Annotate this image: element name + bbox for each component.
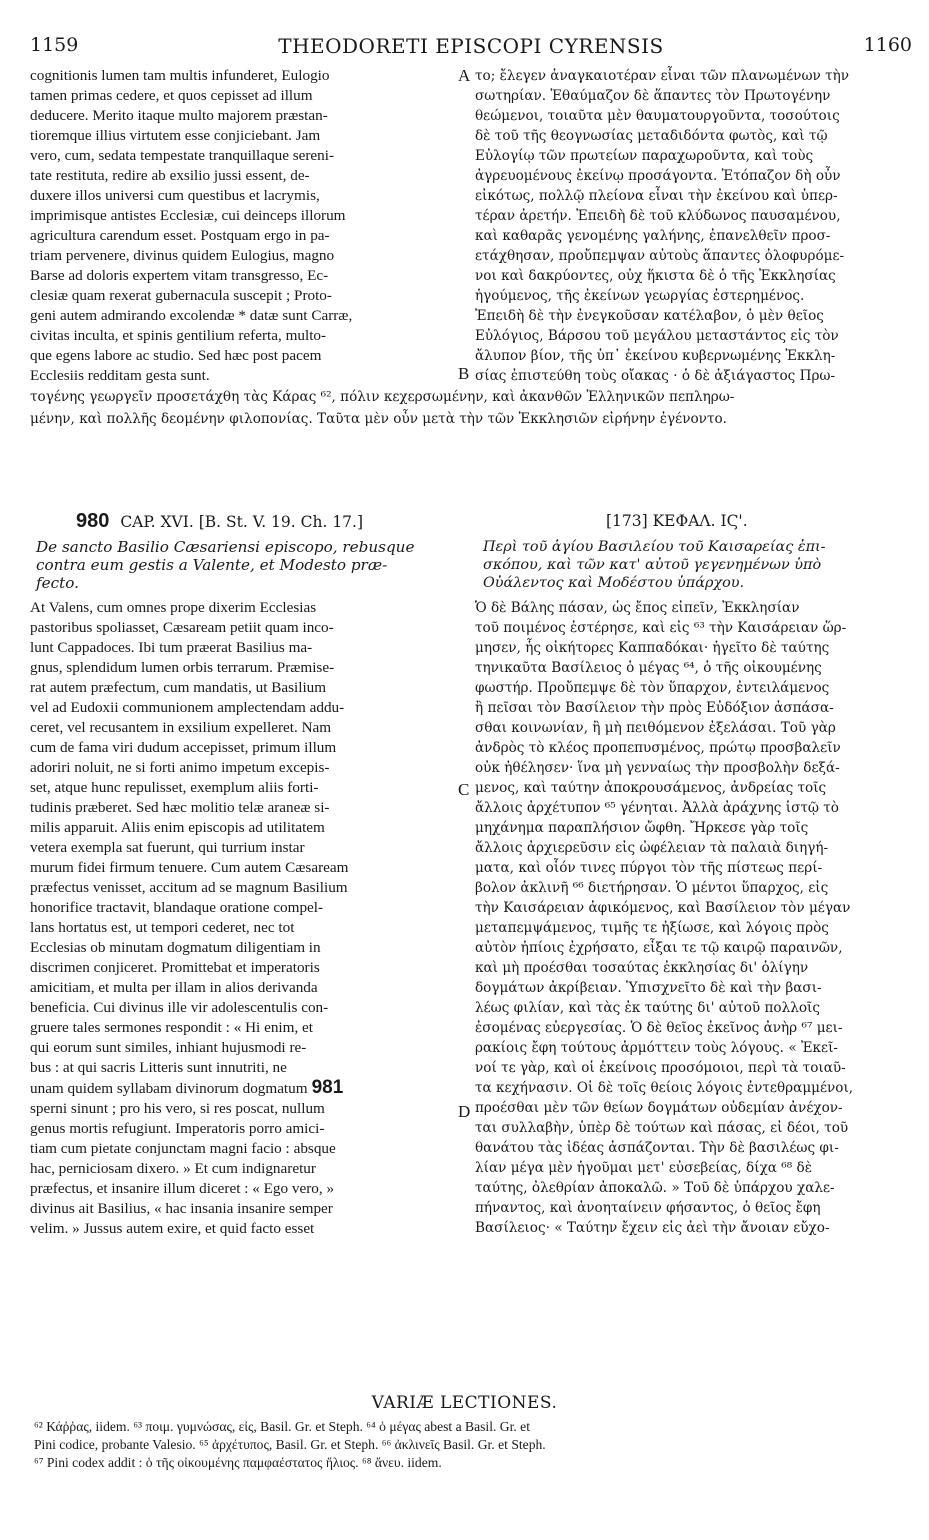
text-line: murum fidei firmum tenuere. Cum autem Cæsaream	[30, 859, 349, 876]
text-line: bus : at qui sacris Litteris sunt innutriti, ne	[30, 1059, 287, 1076]
column-number: 980	[76, 510, 110, 532]
chapter-title-line: fecto.	[36, 574, 79, 592]
variae-lectiones-heading: VARIÆ LECTIONES.	[371, 1393, 558, 1413]
text-line: Ecclesiis redditam gesta sunt.	[30, 367, 210, 384]
text-line: ταύτης, ὀλεθρίαν ἀποκαλῶ. » Τοῦ δὲ ὑπάρχου χαλε-	[475, 1180, 835, 1196]
section-marker-a: A	[458, 66, 471, 85]
text-line: set, atque hunc repulisset, exemplum aliis forti-	[30, 779, 319, 796]
text-line: τέραν ἀρετήν. Ἐπειδὴ δὲ τοῦ κλύδωνος παυσαμένου,	[475, 208, 841, 224]
chapter-title-line: Οὐάλεντος καὶ Μοδέστου ὑπάρχου.	[483, 575, 745, 591]
text-line: imprimisque antistes Ecclesiæ, cui deinceps illorum	[30, 207, 346, 224]
main-greek-column	[475, 598, 912, 1238]
text-line: pastoribus spoliasset, Cæsaream petiit quam inco-	[30, 619, 334, 636]
text-line: qui eorum sunt similes, inhiant hujusmodi re-	[30, 1039, 307, 1056]
text-line: ται συλλαβὴν, ὑπὲρ δὲ τούτων καὶ πάσας, εἰ δέοι, τοῦ	[475, 1120, 849, 1136]
text-line: προέσθαι μὲν τῶν θείων δογμάτων οὐδεμίαν ἀνέχον-	[475, 1100, 843, 1116]
greek-full-width-lines	[30, 386, 912, 430]
text-line: τα κεχήνασιν. Οἱ δὲ τοῖς θείοις λόγοις ἐντεθραμμένοι,	[475, 1080, 854, 1096]
text-line: vetera exempla sat fuerunt, qui turrium instar	[30, 839, 305, 856]
text-line: ματα, καὶ οἷόν τινες πύργοι τὸν τῆς πίστεως περί-	[475, 860, 823, 876]
text-line: Εὐλογίῳ τῶν πρωτείων παραχωροῦντα, καὶ τοὺς	[475, 148, 814, 164]
text-line: ἄλλοις ἀρχέτυπον ⁶⁵ γένηται. Ἀλλὰ ἀράχνης ἱστῷ τὸ	[475, 800, 839, 816]
text-line: duxere illos universi cum questibus et lacrymis,	[30, 187, 320, 204]
text-line: tudinis præberet. Sed hæc molitio telæ araneæ si-	[30, 799, 330, 816]
text-line: θανάτου τὰς ἰδέας ἀσπάζονται. Τὴν δὲ βασιλέως φι-	[475, 1140, 839, 1156]
variant-note: Pini codice, probante Valesio. ⁶⁵ ἀρχέτυπος, Basil. Gr. et Steph. ⁶⁶ ἀκλινεῖς Basil. Gr. et Steph.	[34, 1437, 546, 1452]
text-line: sperni sinunt ; pro his vero, si res poscat, nullum	[30, 1100, 325, 1117]
chapter-title-line: Περὶ τοῦ ἁγίου Βασιλείου τοῦ Καισαρείας ἐπι-	[483, 539, 826, 555]
chapter-title-greek	[483, 538, 913, 592]
text-line: ἀνδρὸς τὸ κλέος προπεπυσμένος, πρώτῳ προσβαλεῖν	[475, 740, 841, 756]
text-line: At Valens, cum omnes prope dixerim Ecclesias	[30, 599, 317, 616]
chapter-title-latin	[36, 538, 456, 592]
text-line: λέως φιλίαν, καὶ τὰς ἐκ ταύτης δι' αὐτοῦ πολλοῖς	[475, 1000, 820, 1016]
top-greek-column	[475, 66, 912, 386]
text-line: lunt Cappadoces. Ibi tum præerat Basilius ma-	[30, 639, 313, 656]
text-line: tamen primas cedere, et quos cepisset ad illum	[30, 87, 313, 104]
text-line: μηχάνημα παραπλήσιον ὤφθη. Ἤρκεσε γὰρ τοῖς	[475, 820, 809, 836]
text-line: τοῦ ποιμένος ἐστέρησε, καὶ εἰς ⁶³ τὴν Καισάρειαν ὥρ-	[475, 620, 847, 636]
chapter-heading-greek-text: [173] ΚΕΦΑΛ. ΙϚ'.	[606, 512, 748, 530]
text-line: σίας ἐπιστεύθη τοὺς οἴακας · ὁ δὲ ἀξιάγαστος Πρω-	[475, 368, 836, 384]
text-line: δὲ τοῦ τῆς θεογνωσίας μεταδιδόντα φωτὸς, καὶ τῷ	[475, 128, 828, 144]
text-line: νοι καὶ δακρύοντες, οὐχ ἥκιστα δὲ ὁ τῆς Ἐκκλησίας	[475, 268, 836, 284]
text-line: ἄλλοις ἀρχιερεῦσιν εἰς ὠφέλειαν τὰ παλαιὰ διηγή-	[475, 840, 829, 856]
text-line: Ecclesias ob minutam dogmatum diligentiam in	[30, 939, 321, 956]
text-line: discrimen conjiceret. Promittebat et imperatoris	[30, 959, 320, 976]
text-line: μενος, καὶ ταύτην ἀποκρουσάμενος, ἀνδρείας τοῖς	[475, 780, 827, 796]
section-marker-d: D	[458, 1102, 471, 1121]
text-line: ἡγούμενος, τῆς ἐκείνων γεωργίας ἐστερημένος.	[475, 288, 805, 304]
chapter-title-line: De sancto Basilio Cæsariensi episcopo, rebusque	[36, 538, 415, 556]
text-line: lans hortatus est, ut tempori cederet, nec tot	[30, 919, 295, 936]
text-line: deducere. Merito itaque multo majorem præstan-	[30, 107, 328, 124]
text-line: cum de fama viri dudum accepisset, primum illum	[30, 739, 337, 756]
text-line: νοί τε γὰρ, καὶ οἱ ἐκείνοις προσόμοιοι, περὶ τὰ τοιαῦ-	[475, 1060, 846, 1076]
text-line: vero, cum, sedata tempestate tranquillaque sereni-	[30, 147, 335, 164]
variant-note: ⁶² Κάῤῥας, iidem. ⁶³ ποιμ. γυμνώσας, εἰς, Basil. Gr. et Steph. ⁶⁴ ὁ μέγας abest a Basil. Gr. et	[34, 1419, 530, 1434]
text-line: δογμάτων ἀκρίβειαν. Ὑπισχνεῖτο δὲ καὶ τὴν βασι-	[475, 980, 822, 996]
text-line: beneficia. Cui divinus ille vir adolescentulis con-	[30, 999, 329, 1016]
text-line: rat autem præfectum, cum mandatis, ut Basilium	[30, 679, 327, 696]
text-line: τογένης γεωργεῖν προσετάχθη τὰς Κάρας ⁶², πόλιν κεχερσωμένην, καὶ ἀκανθῶν Ἑλληνικῶν πεπληρω-	[30, 389, 735, 405]
text-line: triam pervenere, divinus quidem Eulogius, magno	[30, 247, 335, 264]
text-line: Βασίλειος· « Ταύτην ἔχειν εἰς ἀεὶ τὴν ἄνοιαν εὔχο-	[475, 1220, 830, 1236]
text-line: tioremque illius virtutem esse conjiciebant. Jam	[30, 127, 321, 144]
text-line: μησεν, ἧς οἰκήτορες Καππαδόκαι· ἡγεῖτο δὲ ταύτης	[475, 640, 830, 656]
text-line: ἀγρευομένους ἐκείνῳ προσάγοντα. Ἐτόπαζον δὴ οὖν	[475, 168, 841, 184]
page-header	[30, 34, 912, 64]
chapter-heading-latin	[76, 510, 363, 533]
text-line: adoriri noluit, ne si forti animo impetum excepis-	[30, 759, 330, 776]
main-latin-column	[30, 598, 455, 1239]
chapter-heading-text: CAP. XVI. [B. St. V. 19. Ch. 17.]	[120, 513, 364, 531]
text-line: genus mortis refugiunt. Imperatoris porro amici-	[30, 1120, 325, 1137]
text-line: milis apparuit. Aliis enim episcopis ad utilitatem	[30, 819, 325, 836]
text-line: το; ἔλεγεν ἀναγκαιοτέραν εἶναι τῶν πλανωμένων τὴν	[475, 68, 850, 84]
text-line: divinus ait Basilius, « hac insania insanire semper	[30, 1200, 333, 1217]
chapter-heading-greek	[606, 512, 748, 530]
text-line: tate restituta, redire ab exsilio jussi essent, de-	[30, 167, 310, 184]
text-line: ἐσομένας εὐεργεσίας. Ὁ δὲ θεῖος ἐκεῖνος ἀνὴρ ⁶⁷ μει-	[475, 1020, 843, 1036]
text-line: σωτηρίαν. Ἐθαύμαζον δὲ ἅπαντες τὸν Πρωτογένην	[475, 88, 831, 104]
text-line: Barse ad doloris expertem vitam transgresso, Ec-	[30, 267, 329, 284]
text-line: ἢ πεῖσαι τὸν Βασίλειον τὴν πρὸς Εὐδόξιον ἀσπάσα-	[475, 700, 834, 716]
text-line: σθαι κοινωνίαν, ἢ μὴ πειθόμενον ἐξελάσαι. Τοῦ γὰρ	[475, 720, 836, 736]
column-number: 981	[311, 1078, 344, 1098]
text-line: gruere tales sermones respondit : « Hi enim, et	[30, 1019, 314, 1036]
text-line: cognitionis lumen tam multis infunderet, Eulogio	[30, 67, 330, 84]
text-line: εἰκότως, πολλῷ πλείονα εἶναι τὴν ἐκείνου καὶ ὑπερ-	[475, 188, 838, 204]
page-number-left: 1159	[30, 34, 79, 56]
text-line: ἄλυπον βίον, τῆς ὑπ᾿ ἐκείνου κυβερνωμένης Ἐκκλη-	[475, 348, 836, 364]
text-line: καὶ μὴ προέσθαι τοσαύτας ἐκκλησίας δι' ὀλίγην	[475, 960, 809, 976]
text-line: ετάχθησαν, προὔπεμψαν αὐτοὺς ἅπαντες ὀλοφυρόμε-	[475, 248, 845, 264]
text-line: βολον ἀκλινῆ ⁶⁶ διετήρησαν. Ὁ μέντοι ὕπαρχος, εἰς	[475, 880, 829, 896]
text-line: vel ad Eudoxii communionem amplectendam addu-	[30, 699, 345, 716]
text-line: tiam cum pietate conjunctam magni facio : absque	[30, 1140, 336, 1157]
text-line: καὶ καθαρᾶς γενομένης γαλήνης, ἐπανελθεῖν προσ-	[475, 228, 831, 244]
text-line: que egens labore ac studio. Sed hæc post pacem	[30, 347, 322, 364]
text-line: honorifice tractavit, blandaque oratione compel-	[30, 899, 324, 916]
text-line: θεώμενοι, τοιαῦτα μὲν θαυματουργοῦντα, τοσούτοις	[475, 108, 840, 124]
chapter-title-line: σκόπου, καὶ τῶν κατ' αὐτοῦ γεγενημένων ὑπὸ	[483, 557, 822, 573]
text-line: Εὐλόγιος, Βάρσου τοῦ μεγάλου μεταστάντος εἰς τὸν	[475, 328, 839, 344]
running-title: THEODORETI EPISCOPI CYRENSIS	[278, 34, 664, 58]
text-line: τηνικαῦτα Βασίλειος ὁ μέγας ⁶⁴, ὁ τῆς οἰκουμένης	[475, 660, 822, 676]
text-line: geni autem admirando excolendæ * datæ sunt Carræ,	[30, 307, 353, 324]
text-line: τὴν Καισάρειαν ἀφικόμενος, καὶ Βασίλειον τὸν μέγαν	[475, 900, 851, 916]
variae-lectiones-notes	[34, 1418, 914, 1472]
text-line: velim. » Jussus autem exire, et quid facto esset	[30, 1220, 315, 1237]
text-line: Ὁ δὲ Βάλης πάσαν, ὡς ἔπος εἰπεῖν, Ἐκκλησίαν	[475, 600, 800, 616]
text-line: præfectus venisset, accitum ad se magnum Basilium	[30, 879, 348, 896]
section-marker-c: C	[458, 780, 470, 799]
text-line: ρακίοις ἔφη τούτους ἁρμόττειν τοὺς λόγους. « Ἐκεῖ-	[475, 1040, 839, 1056]
text-line: civitas inculta, et spinis gentilium referta, multo-	[30, 327, 327, 344]
text-line: præfectus, et insanire illum diceret : « Ego vero, »	[30, 1180, 335, 1197]
text-line: hac, perniciosam dixero. » Et cum indignaretur	[30, 1160, 316, 1177]
text-line: clesiæ quam rexerat gubernacula suscepit ; Proto-	[30, 287, 332, 304]
chapter-title-line: contra eum gestis a Valente, et Modesto præ-	[36, 556, 388, 574]
text-line: φωστήρ. Προὔπεμψε δὲ τὸν ὕπαρχον, ἐντειλάμενος	[475, 680, 830, 696]
page-number-right: 1160	[863, 34, 912, 56]
text-line: amicitiam, et multa per illam in alios derivanda	[30, 979, 318, 996]
text-line: μένην, καὶ πολλῆς δεομένην φιλοπονίας. Ταῦτα μὲν οὖν μετὰ τὴν τῶν Ἐκκλησιῶν εἰρήνην ἐγένοντο.	[30, 411, 727, 427]
text-line: οὐκ ἠθέλησεν· ἵνα μὴ γενναίως τὴν προσβολὴν δεξά-	[475, 760, 840, 776]
section-marker-b: B	[458, 364, 470, 383]
variant-note: ⁶⁷ Pini codex addit : ὁ τῆς οἰκουμένης παμφαέστατος ἥλιος. ⁶⁸ ἄνευ. iidem.	[34, 1455, 442, 1470]
text-line: πήναντος, καὶ ἀνοηταίνειν φήσαντος, ὁ θεῖος ἔφη	[475, 1200, 821, 1216]
top-latin-column	[30, 66, 455, 386]
text-line: ceret, vel recusantem in exsilium expelleret. Nam	[30, 719, 332, 736]
text-line: αὐτὸν ἠπίοις ἐχρήσατο, εἶξαι τε τῷ καιρῷ παραινῶν,	[475, 940, 843, 956]
text-line: unam quidem syllabam divinorum dogmatum 981	[30, 1078, 344, 1098]
text-line: Ἐπειδὴ δὲ τὴν ἐνεγκοῦσαν κατέλαβον, ὁ μὲν θεῖος	[475, 308, 824, 324]
text-line: gnus, splendidum lumen orbis terrarum. Præmise-	[30, 659, 335, 676]
text-line: μεταπεμψάμενος, τιμῆς τε ἠξίωσε, καὶ λόγοις πρὸς	[475, 920, 829, 936]
text-line: λίαν μέγα μὲν ἡγοῦμαι μετ' εὐσεβείας, δίχα ⁶⁸ δὲ	[475, 1160, 813, 1176]
text-line: agricultura carendum esset. Postquam ergo in pa-	[30, 227, 330, 244]
